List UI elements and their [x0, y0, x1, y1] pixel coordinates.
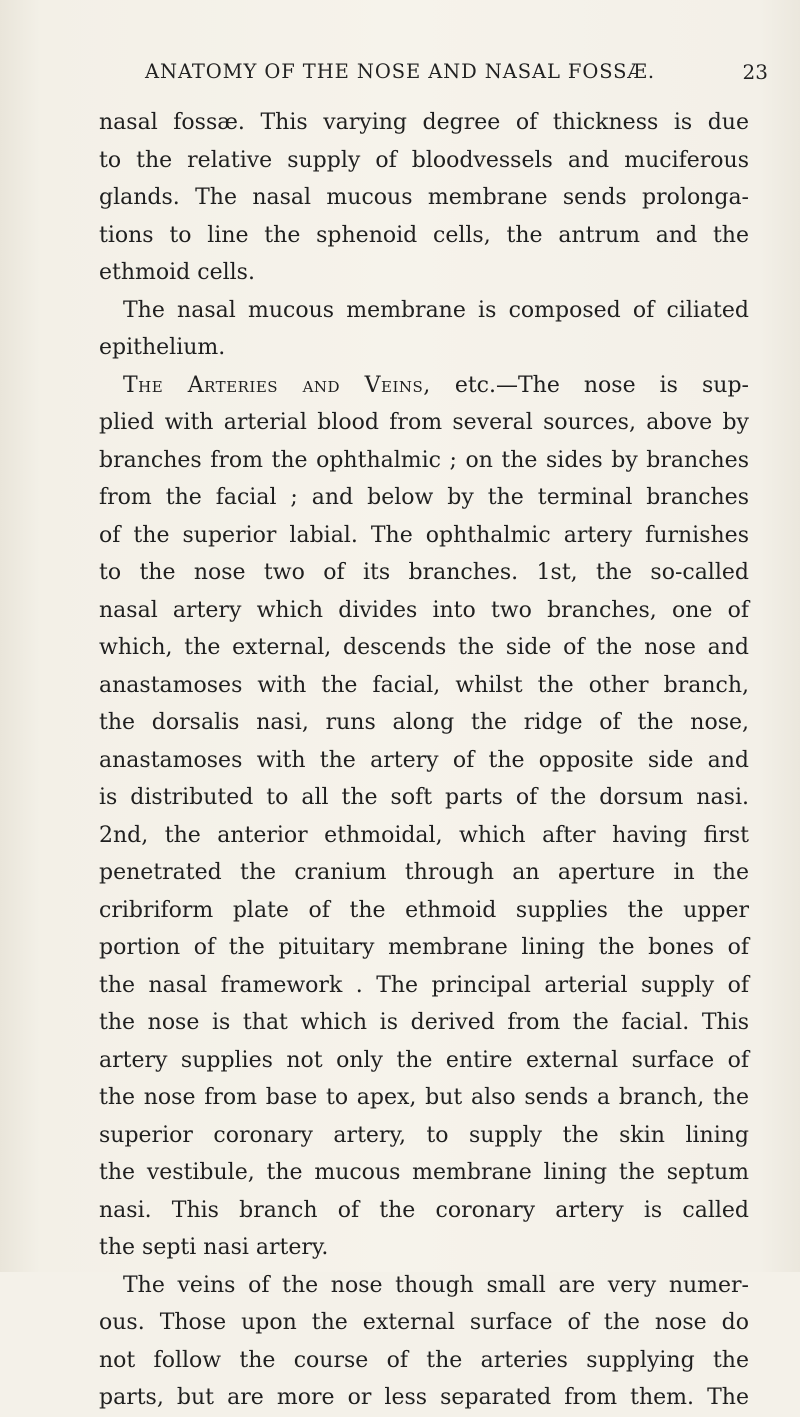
text-line: to the relative supply of bloodvessels and muciferous: [99, 147, 749, 173]
section-heading-continuation: etc.—The nose is sup-: [430, 372, 749, 398]
text-line: not follow the course of the arteries supplying the: [99, 1347, 749, 1373]
text-line: artery supplies not only the entire external surface of: [99, 1047, 749, 1073]
text-line: is distributed to all the soft parts of the dorsum nasi.: [99, 785, 749, 810]
text-line: nasi. This branch of the coronary artery is called: [99, 1197, 749, 1223]
text-line: epithelium.: [99, 335, 226, 360]
text-line: The veins of the nose though small are very numer-: [123, 1272, 749, 1298]
body-text: [99, 104, 749, 1417]
text-line: parts, but are more or less separated from them. The: [99, 1385, 749, 1410]
text-line: the nose is that which is derived from the facial. This: [99, 1010, 749, 1035]
text-line: 2nd, the anterior ethmoidal, which after having first: [99, 822, 749, 848]
text-line: penetrated the cranium through an aperture in the: [99, 860, 749, 885]
text-line: ethmoid cells.: [99, 260, 255, 285]
page-number: 23: [742, 60, 768, 84]
section-heading: The Arteries and Veins,: [123, 372, 431, 398]
text-line: tions to line the sphenoid cells, the antrum and the: [99, 222, 749, 248]
text-line: of the superior labial. The ophthalmic artery furnishes: [99, 522, 749, 548]
text-line: superior coronary artery, to supply the skin lining: [99, 1122, 749, 1148]
running-title: ANATOMY OF THE NOSE AND NASAL FOSSÆ.: [145, 60, 655, 83]
text-line: which, the external, descends the side of the nose and: [99, 635, 749, 660]
text-line: the septi nasi artery.: [99, 1235, 329, 1260]
text-line: from the facial ; and below by the terminal branches: [99, 485, 749, 510]
text-line: plied with arterial blood from several sources, above by: [99, 410, 749, 435]
text-line: the nasal framework . The principal arterial supply of: [99, 972, 749, 998]
page-header: [100, 60, 768, 94]
text-line: to the nose two of its branches. 1st, the so-called: [99, 560, 749, 585]
text-line: anastamoses with the facial, whilst the other branch,: [99, 672, 749, 698]
text-line: the nose from base to apex, but also sends a branch, the: [99, 1085, 749, 1110]
text-line: portion of the pituitary membrane lining the bones of: [99, 935, 749, 960]
text-line: the dorsalis nasi, runs along the ridge of the nose,: [99, 710, 749, 735]
text-line: nasal artery which divides into two branches, one of: [99, 597, 749, 623]
text-line: cribriform plate of the ethmoid supplies the upper: [99, 897, 749, 923]
text-line: The nasal mucous membrane is composed of ciliated: [123, 297, 749, 323]
text-line: ous. Those upon the external surface of the nose do: [99, 1310, 749, 1335]
text-line: anastamoses with the artery of the opposite side and: [99, 747, 749, 773]
text-line: branches from the ophthalmic ; on the sides by branches: [99, 447, 749, 473]
text-line: nasal fossæ. This varying degree of thickness is due: [99, 110, 749, 135]
section-heading-line: [99, 367, 749, 405]
text-line: the vestibule, the mucous membrane lining the septum: [99, 1160, 749, 1185]
text-line: glands. The nasal mucous membrane sends prolonga-: [99, 185, 749, 210]
